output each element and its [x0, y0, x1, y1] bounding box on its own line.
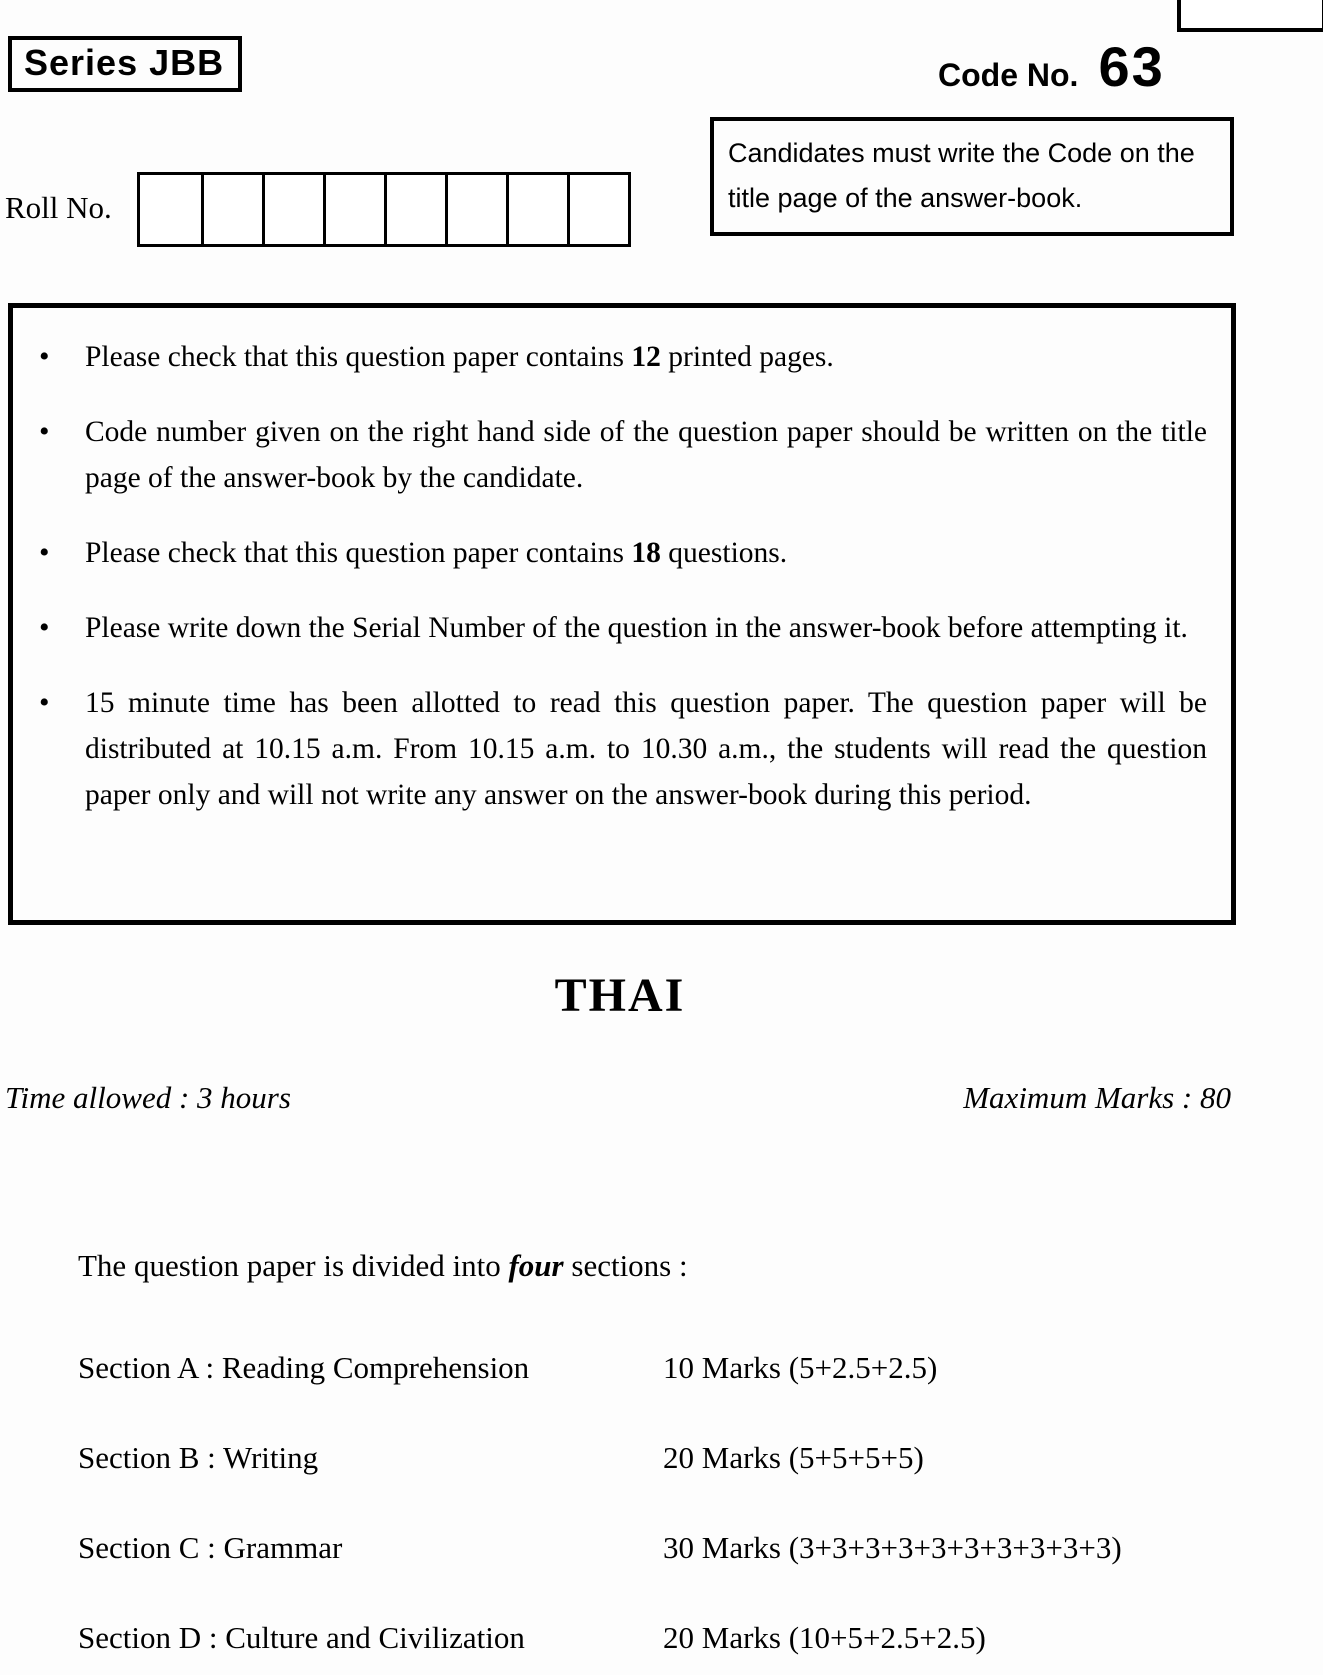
- code-no-label: Code No.: [938, 57, 1079, 93]
- roll-cell: [201, 175, 262, 244]
- roll-cell: [567, 175, 628, 244]
- instruction-item: [39, 409, 1209, 501]
- instruction-text: [85, 334, 1209, 380]
- meta-row: [5, 1080, 1231, 1116]
- instruction-text: [85, 530, 1209, 576]
- instruction-item: [39, 334, 1209, 380]
- roll-no-label: Roll No.: [5, 190, 112, 225]
- text-segment: 18: [631, 537, 661, 569]
- text-segment: printed pages.: [660, 341, 834, 373]
- instruction-text: [85, 409, 1209, 501]
- instruction-item: [39, 605, 1209, 651]
- paper-title: THAI: [554, 969, 686, 1022]
- bullet-icon: •: [39, 415, 50, 448]
- text-segment: four: [508, 1248, 564, 1283]
- candidates-note-box: Candidates must write the Code on the title page of the answer-book.: [710, 117, 1234, 236]
- roll-cell: [506, 175, 567, 244]
- text-segment: 15 minute time has been allotted to read this question paper. The question paper will be distributed at 10.15 a.m. From 10.15 a.m. to 10.30 a.m., the students will read the question paper only and will not write any answer on the answer-book during this period.: [85, 687, 1207, 811]
- instructions-list: [39, 334, 1209, 818]
- time-allowed: Time allowed : 3 hours: [5, 1080, 291, 1115]
- text-segment: Please check that this question paper contains: [85, 341, 632, 373]
- section-name: Section C : Grammar: [78, 1530, 343, 1565]
- text-segment: Please check that this question paper contains: [85, 537, 632, 569]
- text-segment: Please write down the Serial Number of the question in the answer-book before attempting it.: [85, 612, 1188, 644]
- section-row: [78, 1350, 1228, 1386]
- text-segment: sections :: [563, 1248, 688, 1283]
- maximum-marks: Maximum Marks : 80: [963, 1080, 1231, 1115]
- instruction-item: [39, 530, 1209, 576]
- section-name: Section A : Reading Comprehension: [78, 1350, 530, 1385]
- section-row: [78, 1440, 1228, 1476]
- sections-table: [78, 1350, 1228, 1656]
- instruction-text: [85, 605, 1209, 651]
- roll-cell: [384, 175, 445, 244]
- sections-intro: [78, 1248, 688, 1284]
- section-marks: 20 Marks (10+5+2.5+2.5): [663, 1620, 986, 1655]
- roll-cell: [323, 175, 384, 244]
- bullet-icon: •: [39, 611, 50, 644]
- section-row: [78, 1620, 1228, 1656]
- instruction-item: [39, 680, 1209, 818]
- section-marks: 20 Marks (5+5+5+5): [663, 1440, 924, 1475]
- text-segment: 12: [631, 341, 661, 373]
- section-row: [78, 1530, 1228, 1566]
- bullet-icon: •: [39, 340, 50, 373]
- section-name: Section D : Culture and Civilization: [78, 1620, 525, 1655]
- section-marks: 10 Marks (5+2.5+2.5): [663, 1350, 938, 1385]
- bullet-icon: •: [39, 686, 50, 719]
- roll-cell: [262, 175, 323, 244]
- instructions-box: [8, 303, 1236, 925]
- text-segment: Code number given on the right hand side of the question paper should be written on the title page of the answer-book by the candidate.: [85, 416, 1207, 494]
- text-segment: The question paper is divided into: [78, 1248, 509, 1283]
- roll-cell: [445, 175, 506, 244]
- roll-cell: [140, 175, 201, 244]
- instruction-text: [85, 680, 1209, 818]
- section-name: Section B : Writing: [78, 1440, 319, 1475]
- series-label: Series JBB: [8, 36, 242, 92]
- code-number-line: [938, 34, 1165, 99]
- code-box: [1177, 0, 1323, 32]
- text-segment: questions.: [660, 537, 788, 569]
- roll-grid: [137, 172, 631, 247]
- code-no-value: 63: [1098, 35, 1165, 98]
- bullet-icon: •: [39, 536, 50, 569]
- section-marks: 30 Marks (3+3+3+3+3+3+3+3+3+3): [663, 1530, 1122, 1565]
